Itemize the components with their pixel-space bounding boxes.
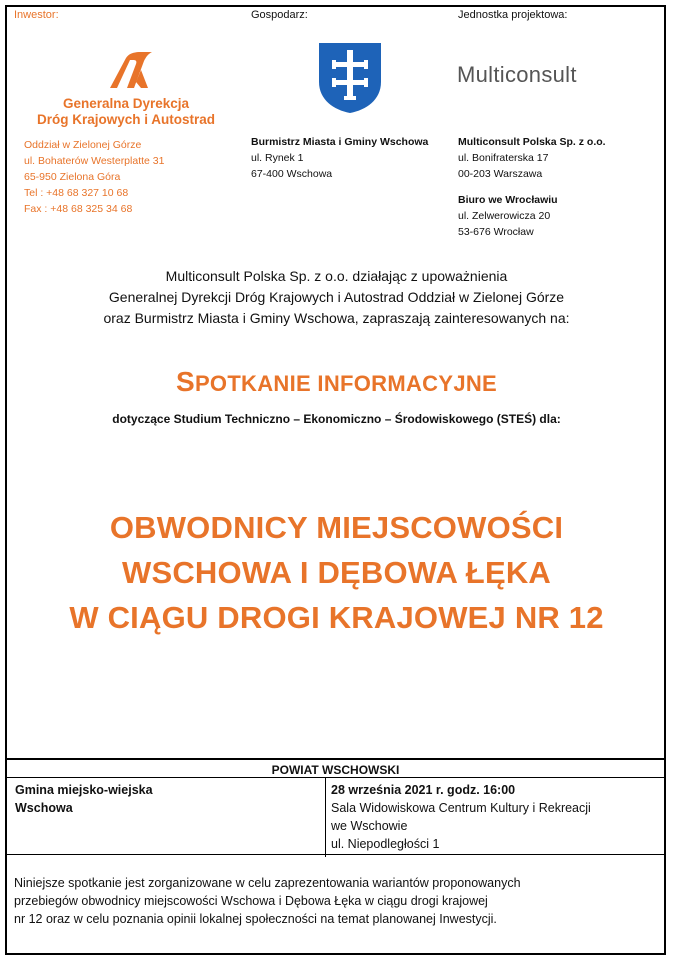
gddkia-street: ul. Bohaterów Westerplatte 31: [24, 155, 165, 167]
office-title: Biuro we Wrocławiu: [458, 194, 558, 206]
gddkia-tel: Tel : +48 68 327 10 68: [24, 187, 129, 199]
project-title-line1: OBWODNICY MIEJSCOWOŚCI: [109, 510, 564, 545]
table-divider: [325, 777, 326, 857]
mayor-address: [251, 134, 428, 182]
intro-line2: Generalnej Dyrekcji Dróg Krajowych i Autostrad Oddział w Zielonej Górze: [108, 289, 565, 305]
note-line1: Niniejsze spotkanie jest zorganizowane w celu zaprezentowania wariantów proponowanych: [14, 876, 521, 890]
meeting-subtitle: dotyczące Studium Techniczno – Ekonomiczno – Środowiskowego (STEŚ) dla:: [112, 412, 561, 426]
multiconsult-street: ul. Bonifraterska 17: [458, 152, 549, 164]
gddkia-city: 65-950 Zielona Góra: [24, 171, 121, 183]
purpose-note: [14, 874, 662, 928]
project-title-line2: WSCHOWA I DĘBOWA ŁĘKA: [122, 555, 551, 590]
gddkia-name: [16, 96, 236, 128]
gddkia-branch: Oddział w Zielonej Górze: [24, 139, 142, 151]
venue-line1: Sala Widowiskowa Centrum Kultury i Rekreacji: [331, 801, 591, 815]
note-line3: nr 12 oraz w celu poznania opinii lokalnej społeczności na temat planowanej Inwestycji.: [14, 912, 497, 926]
schedule-table: [5, 758, 666, 856]
meeting-datetime: 28 września 2021 r. godz. 16:00: [331, 783, 516, 797]
multiconsult-wroclaw-office: [458, 192, 558, 240]
investor-label: Inwestor:: [14, 9, 59, 21]
office-street: ul. Zelwerowicza 20: [458, 210, 551, 222]
intro-line1: Multiconsult Polska Sp. z o.o. działając z upoważnienia: [165, 268, 508, 284]
meeting-title: [20, 366, 653, 398]
multiconsult-address: [458, 134, 606, 182]
table-bottom-line: [5, 854, 666, 855]
gmina-line1: Gmina miejsko-wiejska: [15, 783, 153, 797]
multiconsult-logo: Multiconsult: [457, 62, 577, 87]
meeting-title-rest: POTKANIE INFORMACYJNE: [194, 371, 498, 396]
mayor-name: Burmistrz Miasta i Gminy Wschowa: [251, 136, 429, 148]
gmina-cell: [15, 781, 153, 817]
wschowa-coat-of-arms-icon: [318, 42, 382, 114]
gddkia-name-line2: Dróg Krajowych i Autostrad: [36, 112, 216, 127]
mayor-street: ul. Rynek 1: [251, 152, 304, 164]
table-top-line: [5, 758, 666, 760]
venue-line2: we Wschowie: [331, 819, 408, 833]
office-city: 53-676 Wrocław: [458, 226, 534, 238]
table-header-line: [5, 777, 666, 778]
gddkia-logo-icon: [108, 52, 154, 90]
district-header: POWIAT WSCHOWSKI: [271, 763, 400, 777]
gddkia-fax: Fax : +48 68 325 34 68: [24, 203, 133, 215]
owner-label: Gospodarz:: [251, 9, 308, 21]
designer-label: Jednostka projektowa:: [458, 9, 568, 21]
venue-line3: ul. Niepodległości 1: [331, 837, 440, 851]
meeting-title-initial: S: [175, 366, 195, 397]
gddkia-address: [24, 137, 164, 217]
project-title: [20, 505, 653, 640]
note-line2: przebiegów obwodnicy miejscowości Wschowa i Dębowa Łęka w ciągu drogi krajowej: [14, 894, 488, 908]
project-title-line3: W CIĄGU DROGI KRAJOWEJ NR 12: [69, 600, 604, 635]
venue-cell: [331, 781, 591, 853]
gmina-line2: Wschowa: [15, 801, 73, 815]
gddkia-name-line1: Generalna Dyrekcja: [62, 96, 190, 111]
multiconsult-city: 00-203 Warszawa: [458, 168, 543, 180]
intro-line3: oraz Burmistrz Miasta i Gminy Wschowa, zapraszają zainteresowanych na:: [103, 310, 570, 326]
multiconsult-company: Multiconsult Polska Sp. z o.o.: [458, 136, 606, 148]
mayor-city: 67-400 Wschowa: [251, 168, 333, 180]
intro-text: [20, 266, 653, 329]
